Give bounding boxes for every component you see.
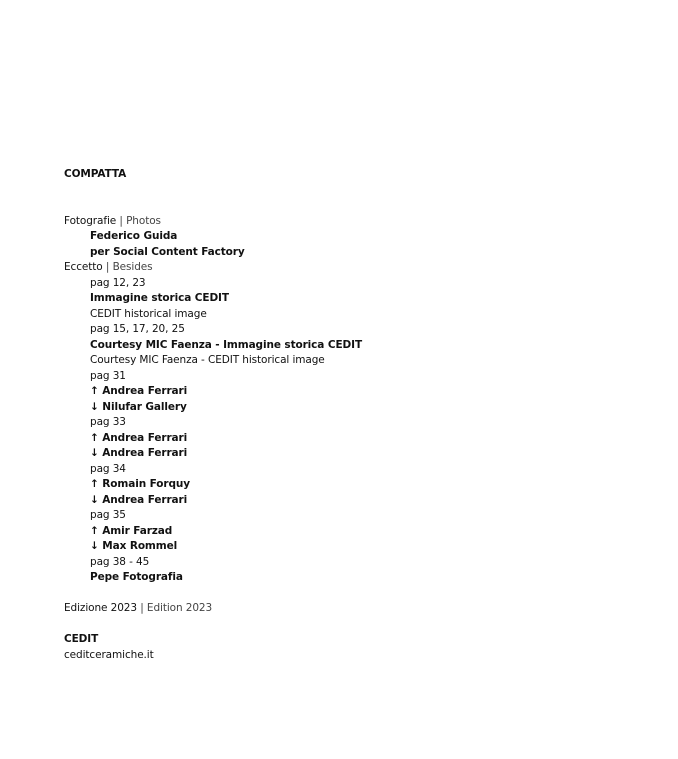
photographer-agency: per Social Content Factory — [90, 245, 245, 258]
photos-separator: | — [119, 214, 123, 227]
credit-top-image — [64, 477, 624, 493]
page-reference: pag 31 — [90, 369, 126, 382]
credit-line: Pepe Fotografia — [90, 571, 183, 583]
besides-heading — [64, 260, 624, 276]
besides-separator: | — [105, 261, 110, 273]
credit-bottom-image — [64, 400, 624, 416]
arrow-down-icon: ↓ — [90, 540, 99, 552]
photos-label-it: Fotografie — [64, 214, 117, 227]
arrow-up-icon: ↑ — [90, 478, 99, 490]
credit-name: Andrea Ferrari — [102, 493, 188, 506]
credit-name: Amir Farzad — [102, 524, 173, 537]
colophon — [64, 167, 624, 663]
arrow-down-icon: ↓ — [90, 400, 99, 413]
edition-label-it: Edizione 2023 — [64, 602, 137, 614]
credit-name: Andrea Ferrari — [102, 431, 188, 444]
arrow-up-icon: ↑ — [90, 524, 99, 537]
photos-heading — [64, 214, 624, 230]
credit-line: Immagine storica CEDIT — [90, 292, 229, 304]
edition-label-en: Edition 2023 — [146, 602, 213, 614]
credit-name: Nilufar Gallery — [102, 400, 187, 413]
credit-name: Andrea Ferrari — [102, 447, 188, 459]
besides-label-it: Eccetto — [64, 261, 103, 273]
edition-separator: | — [140, 602, 144, 614]
page-reference: pag 38 - 45 — [90, 555, 150, 568]
credit-name: Andrea Ferrari — [102, 385, 188, 397]
company-website: ceditceramiche.it — [64, 648, 154, 661]
credit-name: Max Rommel — [102, 540, 178, 552]
credit-bottom-image — [64, 446, 624, 462]
credit-line-translation: Courtesy MIC Faenza - CEDIT historical image — [90, 354, 325, 366]
page-reference: pag 12, 23 — [90, 276, 146, 289]
credit-top-image — [64, 524, 624, 540]
page-reference: pag 15, 17, 20, 25 — [90, 323, 185, 335]
document-title: COMPATTA — [64, 168, 127, 180]
credit-name: Romain Forquy — [102, 478, 190, 490]
spacer — [64, 586, 624, 602]
arrow-down-icon: ↓ — [90, 493, 99, 506]
photographer-name: Federico Guida — [90, 230, 178, 242]
arrow-down-icon: ↓ — [90, 447, 99, 459]
credit-top-image — [64, 384, 624, 400]
page-reference: pag 34 — [90, 462, 126, 475]
besides-label-en: Besides — [112, 261, 153, 273]
credit-bottom-image — [64, 493, 624, 509]
page-reference: pag 33 — [90, 416, 126, 428]
credit-bottom-image — [64, 539, 624, 555]
arrow-up-icon: ↑ — [90, 431, 99, 444]
besides-credit-list — [64, 276, 624, 586]
credit-top-image — [64, 431, 624, 447]
spacer — [64, 617, 624, 633]
photos-label-en: Photos — [126, 214, 161, 227]
arrow-up-icon: ↑ — [90, 385, 99, 397]
credit-line: Courtesy MIC Faenza - Immagine storica CEDIT — [90, 338, 363, 351]
page-reference: pag 35 — [90, 509, 126, 521]
credit-line-translation: CEDIT historical image — [90, 307, 207, 320]
edition-line — [64, 601, 624, 617]
company-name: CEDIT — [64, 633, 99, 645]
